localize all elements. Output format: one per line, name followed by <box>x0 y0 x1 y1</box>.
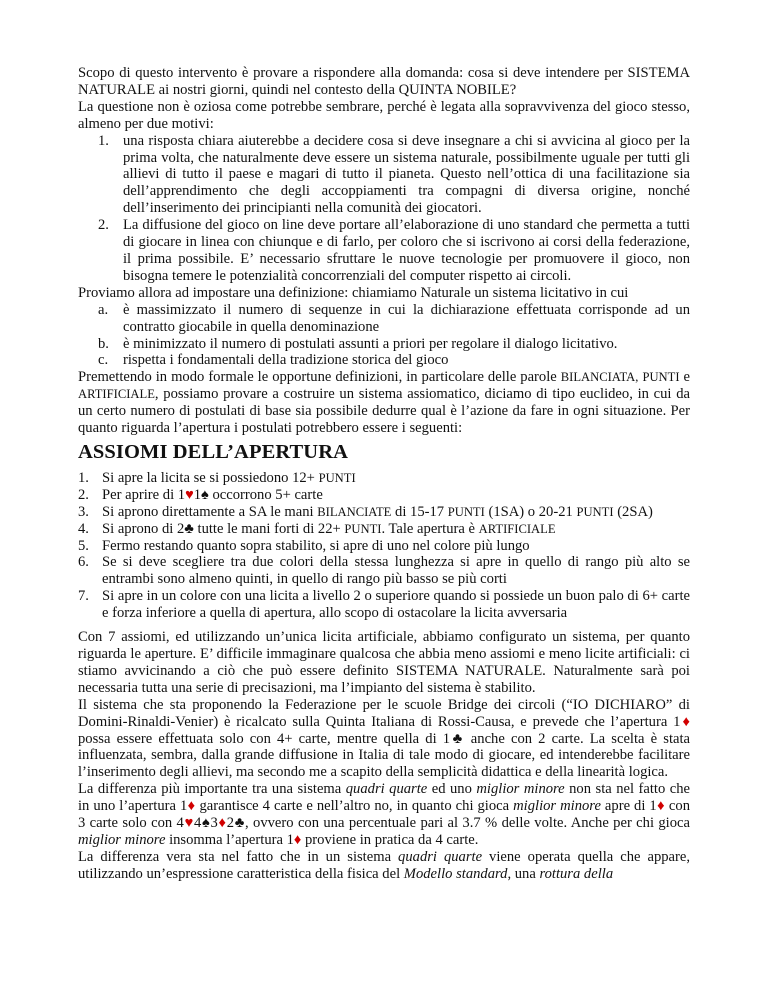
list-number: 7. <box>78 588 89 605</box>
text-run: anche con 2 carte. La scelta è stata influenzata, sembra, dalla grande diffusione in Italia di tale modo di giocare, ed intenderebbe facilitare l’inserimento degli allievi, ma secondo me a scapito della semplicità didattica e della linearità logica. <box>78 730 691 781</box>
list-text: La diffusione del gioco on line deve portare all’elaborazione di uno standard che permetta a tutti di giocare in linea con chiunque e di farlo, per coloro che si iscrivono ai corsi della federazione, il prima possibile. E’ necessario sfruttare le nuove tecnologie per promuovere il gioco, non bisogna temere le potenzialità concorrenziali del computer rispetto ai circoli. <box>123 217 690 284</box>
diamond-suit-icon: ♦ <box>680 713 690 730</box>
text-run: , una <box>507 865 540 882</box>
spade-suit-icon: ♠ <box>201 486 209 503</box>
intro-paragraph-1: Scopo di questo intervento è provare a rispondere alla domanda: cosa si deve intendere per SISTEMA NATURALE ai nostri giorni, quindi nel contesto della QUINTA NOBILE? <box>78 65 690 98</box>
italic-term: miglior minore <box>476 781 565 798</box>
text-run: (2SA) <box>613 503 653 520</box>
italic-term: quadri quarte <box>345 781 428 798</box>
list-number: 6. <box>78 554 89 571</box>
list-text: una risposta chiara aiuterebbe a decidere cosa si deve insegnare a chi si avvicina al gioco per la prima volta, che naturalmente deve essere un sistema naturale, possibilmente uguale per tutti gli allievi di tutto il paese e magari di tutto il pianeta. Questo nell’ottica di una facilitazione sia dell’apprendimento che degli accoppiamenti tra compagni di diversa origine, nonché dell’inserimento dei principianti nella comunità dei giocatori. <box>123 132 690 217</box>
list-item <box>78 217 690 285</box>
axiom-item <box>78 588 690 622</box>
list-number: 3. <box>78 503 89 520</box>
text-run: tutte le mani forti di 22+ <box>193 520 345 537</box>
text-run: apre di 1 <box>600 798 657 815</box>
text-run: e <box>679 369 690 386</box>
spade-suit-icon: ♠ <box>201 815 211 832</box>
italic-term: quadri quarte <box>398 848 483 865</box>
list-letter: a. <box>98 301 109 318</box>
small-caps-term: ARTIFICIALE <box>478 521 556 536</box>
text-run: Si apre la licita se si possiedono 12+ <box>102 469 319 486</box>
small-caps-term: PUNTI <box>642 370 680 385</box>
spacer <box>78 622 690 629</box>
list-text: è massimizzato il numero di sequenze in cui la dichiarazione effettuata corrisponde ad un contratto giocabile in quella denominazione <box>123 301 690 335</box>
body-paragraph-6 <box>78 697 690 782</box>
text-run: con 3 carte solo con 4 <box>78 798 690 832</box>
body-paragraph-8 <box>78 849 690 883</box>
axiom-item <box>78 470 690 487</box>
criteria-list <box>78 302 690 370</box>
text-run: . Tale apertura è <box>381 520 479 537</box>
list-number: 1. <box>78 469 89 486</box>
text-run: proviene in pratica da 4 carte. <box>301 831 479 848</box>
text-run: Si apre in un colore con una licita a livello 2 o superiore quando si possiede un buon palo di 6+ carte e forza inferiore a quella di apertura, allo scopo di ostacolare la licita avversaria <box>102 588 690 622</box>
document-page <box>78 65 690 883</box>
list-item <box>78 352 690 369</box>
text-run: 4 <box>193 815 202 832</box>
text-run: Fermo restando quanto sopra stabilito, si apre di uno nel colore più lungo <box>102 537 530 554</box>
list-text: rispetta i fondamentali della tradizione storica del gioco <box>123 352 449 369</box>
small-caps-term: PUNTI <box>447 504 485 519</box>
small-caps-term: BILANCIATA, <box>560 370 639 385</box>
axioms-list <box>78 470 690 622</box>
list-number: 5. <box>78 537 89 554</box>
axiom-item <box>78 538 690 555</box>
text-run: , ovvero con una percentuale pari al 3.7 % delle volte. Anche per chi gioca <box>245 815 690 832</box>
text-run: La differenza vera sta nel fatto che in un sistema <box>78 848 399 865</box>
text-run: possa essere effettuata solo con 4+ carte, mentre quella di 1 <box>78 730 451 747</box>
small-caps-term: PUNTI <box>576 504 614 519</box>
text-run: 2 <box>226 815 234 832</box>
axiom-item <box>78 521 690 538</box>
axiom-item <box>78 554 690 588</box>
italic-term: rottura della <box>539 865 614 882</box>
diamond-suit-icon: ♦ <box>293 831 302 848</box>
text-run: Si aprono di 2 <box>102 520 185 537</box>
club-suit-icon: ♣ <box>184 520 194 537</box>
text-run: occorrono 5+ carte <box>208 486 323 503</box>
list-item <box>78 302 690 336</box>
list-number: 1. <box>98 132 109 149</box>
heart-suit-icon: ♥ <box>183 815 194 832</box>
small-caps-term: PUNTI <box>318 470 356 485</box>
text-run: di 15-17 <box>391 503 448 520</box>
body-paragraph-5: Con 7 assiomi, ed utilizzando un’unica licita artificiale, abbiamo configurato un sistema, per quanto riguarda le aperture. E’ difficile immaginare qualcosa che abbia meno assiomi e meno licite artificiali: ci stiamo avvicinando a ciò che può essere definito SISTEMA NATURALE. Naturalmente sarà poi necessaria tutta una serie di precisazioni, ma l’impianto del sistema è stabilito. <box>78 629 690 696</box>
list-letter: b. <box>98 335 109 352</box>
text-run: , possiamo provare a costruire un sistema assiomatico, diciamo di tipo euclideo, in cui da un certo numero di postulati di base sia possibile dedurre qual è l’azione da fare in ogni situazione. Per quanto riguarda l’apertura i postulati potrebbero essere i seguenti: <box>78 386 690 437</box>
list-item <box>78 336 690 353</box>
list-text: è minimizzato il numero di postulati assunti a priori per regolare il dialogo licitativo. <box>123 335 618 352</box>
text-run: Si aprono direttamente a SA le mani <box>102 503 318 520</box>
small-caps-term: ARTIFICIALE <box>78 387 155 402</box>
text-run: La differenza più importante tra una sistema <box>78 781 346 798</box>
text-run: Per aprire di 1 <box>102 486 186 503</box>
list-number: 2. <box>98 217 109 234</box>
italic-term: miglior minore <box>78 831 166 848</box>
text-run: viene operata quella che appare, utilizzando un’espressione caratteristica della fisica del <box>78 848 691 882</box>
section-heading: ASSIOMI DELL’APERTURA <box>78 440 349 463</box>
text-run: Se si deve scegliere tra due colori della stessa lunghezza si apre in quello di rango più alto se entrambi sono almeno quinti, in quello di rango più basso se più corti <box>102 554 690 588</box>
club-suit-icon: ♣ <box>450 730 465 747</box>
axiom-item <box>78 504 690 521</box>
intro-paragraph-4 <box>78 369 690 437</box>
body-paragraph-7 <box>78 781 690 849</box>
small-caps-term: BILANCIATE <box>317 504 392 519</box>
intro-paragraph-2: La questione non è oziosa come potrebbe sembrare, perché è legata alla sopravvivenza del gioco stesso, almeno per due motivi: <box>78 98 690 132</box>
italic-term: Modello standard <box>403 865 508 882</box>
list-letter: c. <box>98 352 109 369</box>
text-run: ed uno <box>427 781 477 798</box>
text-run: insomma l’apertura 1 <box>165 831 294 848</box>
italic-term: miglior minore <box>513 798 601 815</box>
heart-suit-icon: ♥ <box>185 486 194 503</box>
text-run: garantisce 4 carte e nell’altro no, in quanto chi gioca <box>195 798 514 815</box>
text-run: Il sistema che sta proponendo la Federazione per le scuole Bridge dei circoli (“IO DICHIARO” di Domini-Rinaldi-Venier) è ricalcato sulla Quinta Italiana di Rossi-Causa, e prevede che l’apertura 1 <box>78 696 690 730</box>
diamond-suit-icon: ♦ <box>656 798 665 815</box>
club-suit-icon: ♣ <box>233 815 246 832</box>
text-run: Premettendo in modo formale le opportune definizioni, in particolare delle parole <box>78 369 561 386</box>
small-caps-term: PUNTI <box>344 521 382 536</box>
list-number: 2. <box>78 486 89 503</box>
diamond-suit-icon: ♦ <box>217 815 227 832</box>
diamond-suit-icon: ♦ <box>187 798 196 815</box>
text-run: 3 <box>210 815 218 832</box>
intro-paragraph-3: Proviamo allora ad impostare una definizione: chiamiamo Naturale un sistema licitativo in cui <box>78 284 629 301</box>
text-run: 1 <box>193 486 202 503</box>
reasons-list <box>78 133 690 285</box>
list-item <box>78 133 690 218</box>
text-run: (1SA) o 20-21 <box>484 503 577 520</box>
text-run: non sta nel fatto che in uno l’apertura 1 <box>78 781 690 815</box>
axiom-item <box>78 487 690 504</box>
list-number: 4. <box>78 520 89 537</box>
